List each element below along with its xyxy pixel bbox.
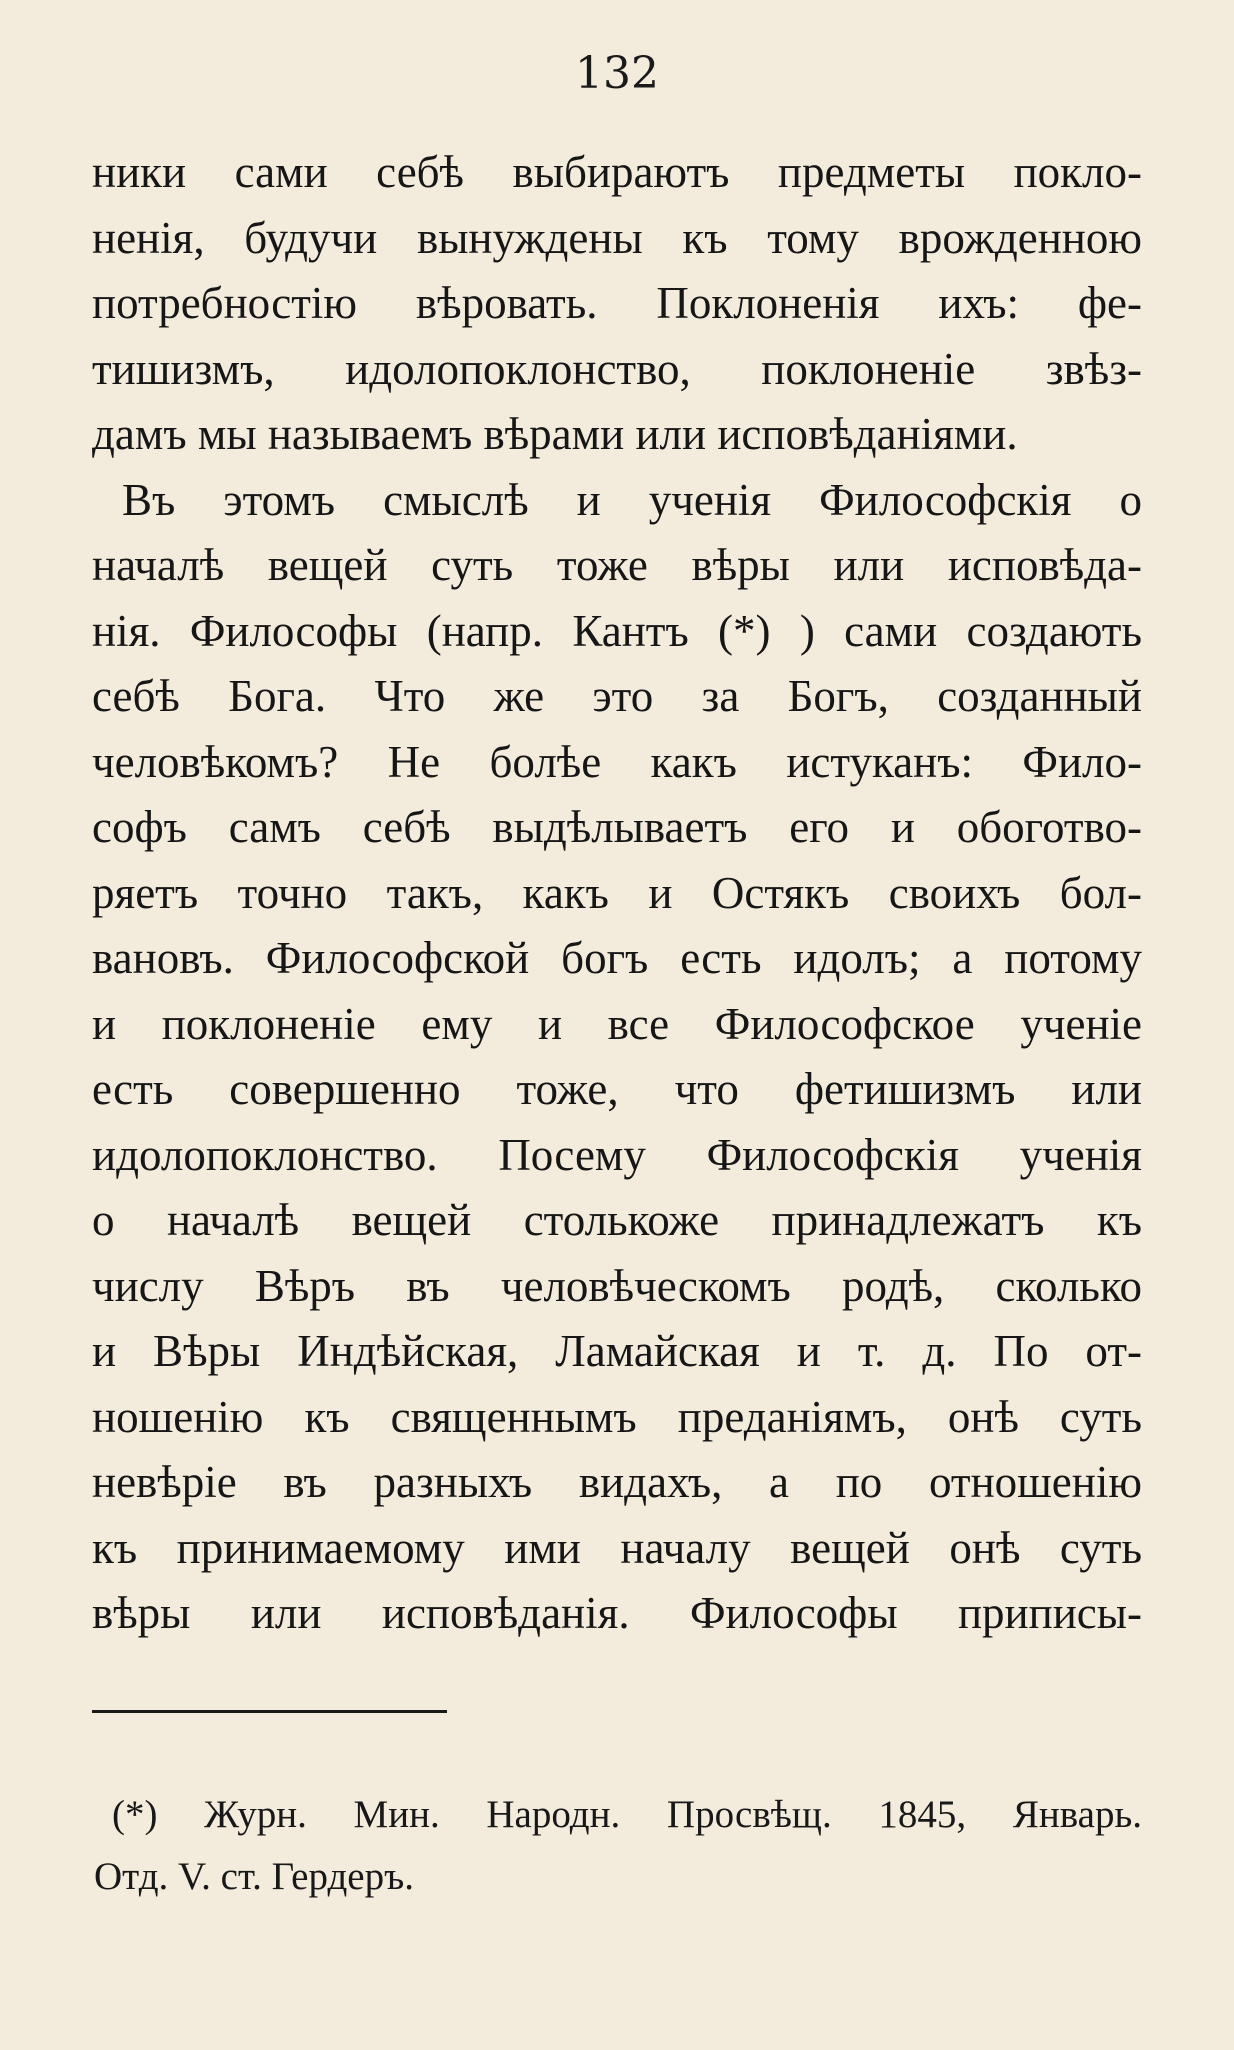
- text-line: софъ самъ себѣ выдѣлываетъ его и обоготво-: [92, 802, 1142, 852]
- footnote: [94, 1784, 1142, 1908]
- text-line: и поклоненіе ему и все Философское ученіе: [92, 998, 1142, 1049]
- text-line: и Вѣры Индѣйская, Ламайская и т. д. По от-: [92, 1326, 1142, 1376]
- footnote-line: Отд. V. ст. Гердеръ.: [94, 1855, 415, 1898]
- text-line: человѣкомъ? Не болѣе какъ истуканъ: Фило-: [92, 736, 1142, 787]
- main-text: [92, 140, 1142, 1647]
- text-line: о началѣ вещей столькоже принадлежатъ къ: [92, 1195, 1142, 1245]
- text-line: вановъ. Философской богъ есть идолъ; а потому: [92, 933, 1142, 983]
- text-line: идолопоклонство. Посему Философскія ученія: [92, 1129, 1142, 1180]
- text-line: ношенію къ священнымъ преданіямъ, онѣ суть: [92, 1391, 1142, 1442]
- text-line: тишизмъ, идолопоклонство, поклоненіе звѣз-: [92, 343, 1142, 394]
- text-line: дамъ мы называемъ вѣрами или исповѣданіями.: [92, 409, 1018, 459]
- text-line: ненія, будучи вынуждены къ тому врожденною: [92, 212, 1142, 263]
- text-line: числу Вѣръ въ человѣческомъ родѣ, сколько: [92, 1260, 1142, 1311]
- text-line: ряетъ точно такъ, какъ и Остякъ своихъ бол-: [92, 867, 1142, 918]
- text-line: къ принимаемому ими началу вещей онѣ суть: [92, 1522, 1142, 1573]
- text-line: невѣріе въ разныхъ видахъ, а по отношенію: [92, 1457, 1142, 1507]
- text-line: вѣры или исповѣданія. Философы приписы-: [92, 1588, 1142, 1638]
- text-line: Въ этомъ смыслѣ и ученія Философскія о: [122, 474, 1142, 525]
- text-line: есть совершенно тоже, что фетишизмъ или: [92, 1064, 1142, 1114]
- text-line: нія. Философы (напр. Кантъ (*) ) сами создають: [92, 605, 1142, 656]
- text-line: ники сами себѣ выбираютъ предметы покло-: [92, 147, 1142, 197]
- page-number: 132: [575, 48, 659, 99]
- text-line: потребностію вѣровать. Поклоненія ихъ: фе-: [92, 278, 1142, 328]
- text-line: началѣ вещей суть тоже вѣры или исповѣда-: [92, 540, 1142, 590]
- footnote-separator: [92, 1710, 447, 1713]
- text-line: себѣ Бога. Что же это за Богъ, созданный: [92, 671, 1142, 721]
- footnote-line: (*) Журн. Мин. Народн. Просвѣщ. 1845, Январь.: [112, 1793, 1142, 1836]
